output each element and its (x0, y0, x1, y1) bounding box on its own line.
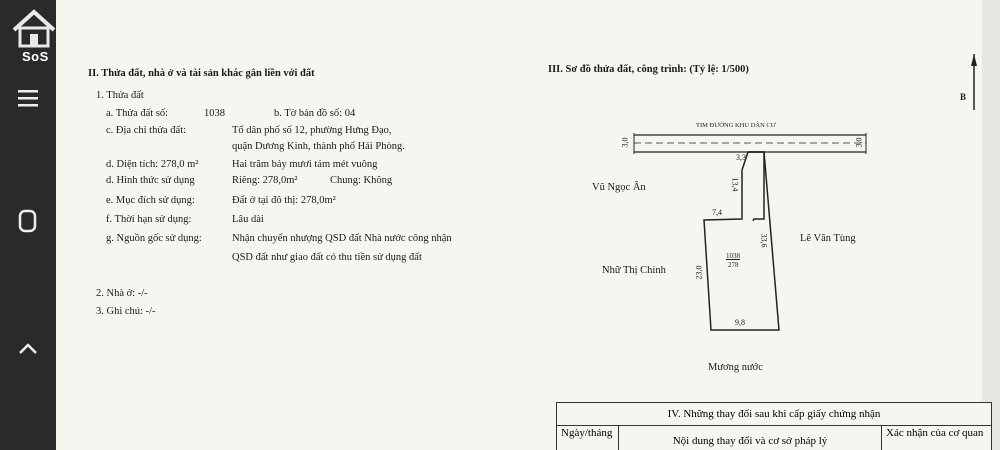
logo-text: SoS (22, 49, 49, 64)
area-words: Hai trăm bảy mươi tám mét vuông (232, 159, 378, 170)
dim-upper-left: 13,4 (730, 177, 740, 192)
neighbor-east: Lê Văn Tùng (800, 233, 856, 244)
rounded-rect-icon (18, 209, 38, 233)
dim-step: 7,4 (712, 208, 722, 217)
col-confirm: Xác nhận của cơ quan (886, 427, 984, 439)
usage-private: Riêng: 278,0m² (232, 175, 298, 186)
address-line1: Tổ dân phố số 12, phường Hưng Đạo, (232, 125, 392, 136)
origin-label: g. Nguồn gốc sử dụng: (106, 233, 202, 244)
side-toolbar (0, 0, 56, 450)
north-label: B (960, 92, 967, 102)
dim-top: 3,3 (736, 153, 746, 162)
purpose-label: e. Mục đích sử dụng: (106, 195, 195, 206)
home-button[interactable] (12, 205, 44, 237)
col-date: Ngày/tháng (557, 426, 619, 450)
address-line2: quận Dương Kinh, thành phố Hải Phòng. (232, 141, 405, 152)
house-item: 2. Nhà ở: -/- (96, 288, 148, 299)
usage-common: Chung: Không (330, 175, 393, 186)
app-logo (10, 8, 56, 68)
house-logo-icon (10, 8, 56, 48)
back-button[interactable] (12, 332, 44, 364)
area-label: d. Diện tích: 278,0 m² (106, 159, 199, 170)
south-boundary: Mương nước (708, 362, 763, 373)
parcel-boundary-top (748, 152, 764, 221)
purpose-value: Đất ở tại đô thị: 278,0m² (232, 195, 336, 206)
section4-title: IV. Những thay đổi sau khi cấp giấy chứng nhận (557, 403, 991, 426)
col-content: Nội dung thay đổi và cơ sở pháp lý (619, 426, 882, 450)
term-label: f. Thời hạn sử dụng: (106, 214, 192, 225)
address-label: c. Địa chỉ thửa đất: (106, 125, 187, 136)
road-width-right: 3,0 (854, 137, 864, 148)
dim-right: 33,6 (759, 233, 769, 248)
menu-button[interactable] (12, 82, 44, 114)
road-width-left: 3,0 (620, 137, 630, 148)
parcel-no-label: a. Thửa đất số: (106, 108, 169, 119)
parcel-diagram (56, 0, 1000, 450)
origin-line2: QSD đất như giao đất có thu tiền sử dụng đất (232, 252, 422, 263)
chevron-up-icon (18, 341, 38, 355)
section3-title: III. Sơ đồ thửa đất, công trình: (Tỷ lệ: 1/500) (548, 64, 749, 75)
neighbor-nw: Vũ Ngọc Ân (592, 182, 646, 193)
term-value: Lâu dài (232, 214, 264, 225)
item-parcel: 1. Thửa đất (96, 90, 144, 101)
parcel-id: 1038 (726, 252, 740, 260)
usage-form-label: d. Hình thức sử dụng (106, 175, 195, 186)
dim-lower-left: 23,0 (694, 265, 704, 280)
hamburger-icon (18, 89, 38, 107)
north-arrow-head (971, 54, 977, 66)
road-label: TIM ĐƯỜNG KHU DÂN CƯ (696, 122, 776, 129)
changes-table (556, 402, 992, 450)
dim-bottom: 9,8 (735, 318, 745, 327)
notes-item: 3. Ghi chú: -/- (96, 306, 156, 317)
certificate-page (56, 0, 1000, 450)
origin-line1: Nhận chuyển nhượng QSD đất Nhà nước công nhận (232, 233, 452, 244)
parcel-area: 278 (728, 261, 739, 269)
section2-title: II. Thửa đất, nhà ở và tài sản khác gắn liền với đất (88, 68, 315, 79)
neighbor-west: Nhữ Thị Chính (602, 265, 666, 276)
map-sheet: b. Tờ bản đồ số: 04 (274, 108, 356, 119)
parcel-no-value: 1038 (204, 108, 225, 119)
